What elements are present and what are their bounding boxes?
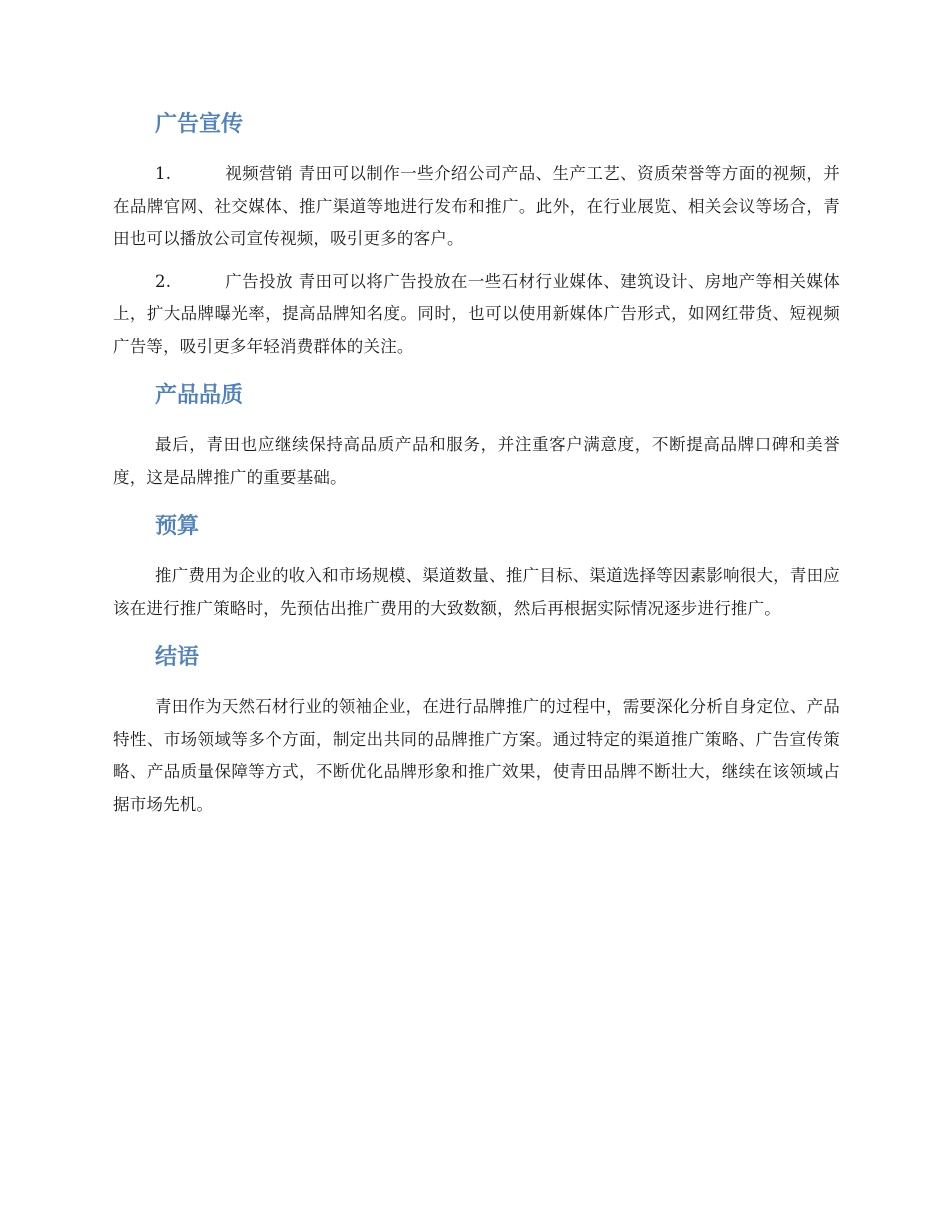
- paragraph-budget: 推广费用为企业的收入和市场规模、渠道数量、推广目标、渠道选择等因素影响很大，青田应该在进行推广策略时，先预估出推广费用的大致数额，然后再根据实际情况逐步进行推广。: [113, 566, 840, 618]
- list-item-text: 视频营销 青田可以制作一些介绍公司产品、生产工艺、资质荣誉等方面的视频，并在品牌官网、社交媒体、推广渠道等地进行发布和推广。此外，在行业展览、相关会议等场合，青田也可以播放公司宣传视频，吸引更多的客户。: [113, 164, 840, 248]
- list-item-ad-placement: [113, 266, 840, 364]
- list-item-text: 广告投放 青田可以将广告投放在一些石材行业媒体、建筑设计、房地产等相关媒体上，扩大品牌曝光率，提高品牌知名度。同时，也可以使用新媒体广告形式，如网红带货、短视频广告等，吸引更多年轻消费群体的关注。: [113, 271, 840, 356]
- section-heading-budget: 预算: [155, 514, 200, 539]
- list-item-video-marketing: [113, 158, 840, 256]
- list-number: 2.: [155, 271, 172, 291]
- list-number: 1.: [155, 164, 172, 183]
- document-content: [113, 104, 840, 821]
- paragraph-conclusion: 青田作为天然石材行业的领袖企业，在进行品牌推广的过程中，需要深化分析自身定位、产品特性、市场领域等多个方面，制定出共同的品牌推广方案。通过特定的渠道推广策略、广告宣传策略、产品质量保障等方式，不断优化品牌形象和推广效果，使青田品牌不断壮大，继续在该领域占据市场先机。: [113, 697, 840, 814]
- paragraph-product-quality: 最后，青田也应继续保持高品质产品和服务，并注重客户满意度，不断提高品牌口碑和美誉度，这是品牌推广的重要基础。: [113, 435, 840, 487]
- section-heading-advertising: 广告宣传: [155, 112, 244, 137]
- section-heading-product-quality: 产品品质: [155, 383, 244, 408]
- section-heading-conclusion: 结语: [155, 645, 200, 670]
